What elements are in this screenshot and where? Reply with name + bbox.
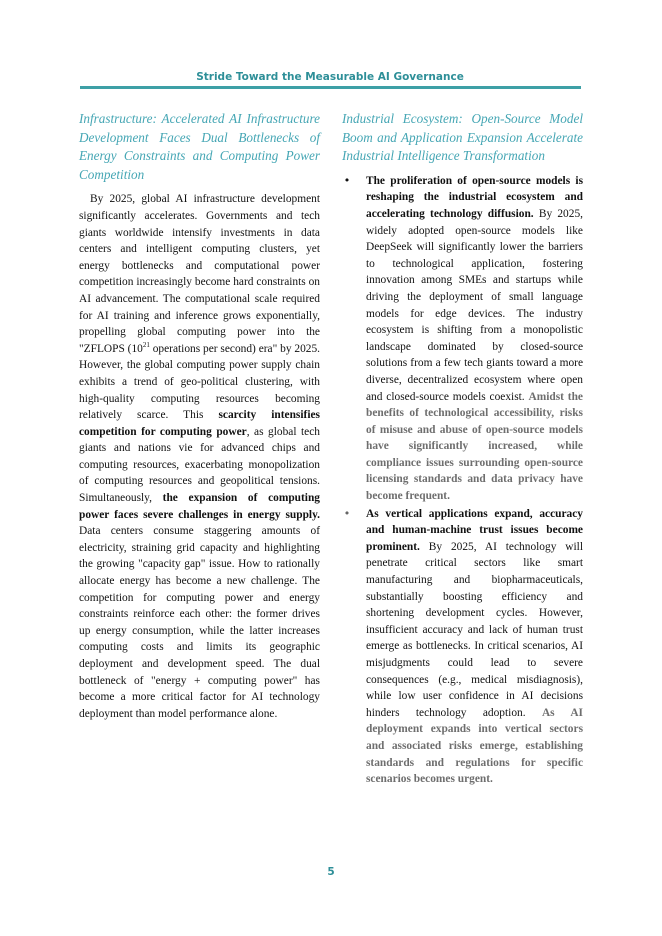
left-column [79, 110, 320, 722]
left-text-2: operations per second) era" by 2025. However, the global computing power supply chain exhibits a trend of geo-political clustering, with high-quality computing resources becoming relatively scarce. This [79, 342, 320, 422]
bullet-2-bold: As vertical applications expand, accuracy and human-machine trust issues become prominent. [366, 507, 583, 553]
left-text-1: By 2025, global AI infrastructure development significantly accelerates. Governments and tech giants worldwide intensify investments in data centers and intelligent computing clusters, yet energy bottlenecks and computational power competition increasingly become hard constraints on AI advancement. The computational scale required for AI training and inference grows exponentially, propelling global computing power into the "ZFLOPS (10 [79, 193, 320, 355]
bullet-1-gray: Amidst the benefits of technological accessibility, risks of misuse and abuse of open-source models have significantly increased, while compliance issues surrounding open-source licensing standards and data privacy have become frequent. [366, 390, 583, 503]
left-bold-2: the expansion of computing power faces severe challenges in energy supply. [79, 492, 320, 521]
page-number: 5 [327, 866, 335, 878]
bullet-item-vertical-applications [342, 506, 583, 788]
right-column [342, 110, 583, 788]
bullet-icon: • [343, 173, 351, 187]
left-paragraph [79, 191, 320, 722]
left-text-3: , as global tech giants and nations vie for advanced chips and computing resources, exacerbating monopolization of computing resources and geopolitical tensions. Simultaneously, [79, 425, 320, 505]
left-bold-1: scarcity intensifies competition for computing power [79, 409, 320, 438]
bullet-2-gray: As AI deployment expands into vertical sectors and associated risks emerge, establishing standards and regulations for specific scenarios becomes urgent. [366, 706, 583, 786]
running-header: Stride Toward the Measurable AI Governance [196, 71, 464, 83]
left-text-4: Data centers consume staggering amounts of electricity, straining grid capacity and highlighting the growing "capacity gap" issue. How to rationally allocate energy has become a new challenge. The competition for computing power and energy constraints reinforce each other: the former drives up energy consumption, while the latter increases computing costs and limits its geographic deployment and development speed. The dual bottleneck of "energy + computing power" has become a more critical factor for AI technology deployment than model performance alone. [79, 525, 320, 720]
bullet-1-bold: The proliferation of open-source models is reshaping the industrial ecosystem and accelerating technology diffusion. [366, 174, 583, 220]
bullet-1-text: By 2025, widely adopted open-source models like DeepSeek will significantly lower the barriers to technological application, fostering innovation among SMEs and startups while driving the deployment of small language models for edge devices. The industry ecosystem is shifting from a monopolistic landscape dominated by closed-source solutions from a few tech giants toward a more diverse, decentralized ecosystem where open and closed-source models coexist. [366, 207, 583, 403]
exponent: 21 [142, 340, 150, 349]
right-section-heading: Industrial Ecosystem: Open-Source Model Boom and Application Expansion Accelerate Industrial Intelligence Transformation [342, 111, 583, 164]
header-rule [80, 86, 581, 89]
bullet-2-text: By 2025, AI technology will penetrate critical sectors like smart manufacturing and biopharmaceuticals, substantially boosting efficiency and shortening development cycles. However, insufficient accuracy and lack of human trust emerge as bottlenecks. In critical scenarios, AI misjudgments could lead to severe consequences (e.g., medical misdiagnosis), while low user confidence in AI decisions hinders technology adoption. [366, 540, 583, 719]
bullet-item-open-source [342, 173, 583, 505]
left-section-heading: Infrastructure: Accelerated AI Infrastructure Development Faces Dual Bottlenecks of Energy Constraints and Computing Power Competition [79, 111, 320, 182]
bullet-icon: • [343, 506, 351, 520]
